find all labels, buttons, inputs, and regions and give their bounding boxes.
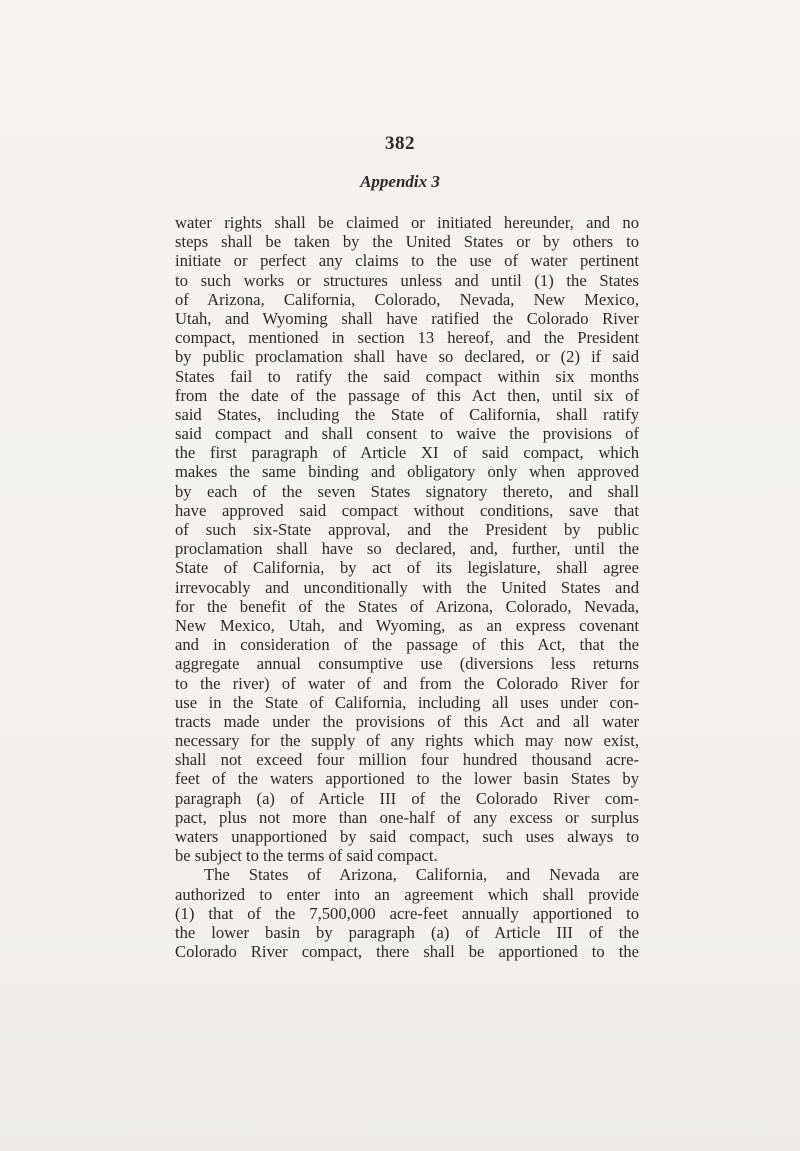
- text-line: for the benefit of the States of Arizona, Colorado, Nevada,: [175, 596, 639, 616]
- text-line: (1) that of the 7,500,000 acre-feet annually apportioned to: [175, 903, 639, 923]
- text-line: Colorado River compact, there shall be apportioned to the: [175, 942, 639, 962]
- text-line: New Mexico, Utah, and Wyoming, as an express covenant: [175, 615, 639, 635]
- text-line: pact, plus not more than one-half of any excess or surplus: [175, 807, 639, 827]
- text-line: States fail to ratify the said compact within six months: [175, 366, 639, 386]
- body-text: [175, 213, 639, 961]
- text-line: to such works or structures unless and until (1) the States: [175, 270, 639, 290]
- text-line: compact, mentioned in section 13 hereof, and the President: [175, 328, 639, 348]
- text-line: paragraph (a) of Article III of the Colorado River com-: [175, 788, 639, 808]
- text-line: Utah, and Wyoming shall have ratified the Colorado River: [175, 308, 639, 328]
- text-line: from the date of the passage of this Act then, until six of: [175, 385, 639, 405]
- text-line: be subject to the terms of said compact.: [175, 846, 438, 866]
- text-line: proclamation shall have so declared, and, further, until the: [175, 539, 639, 559]
- text-line: said compact and shall consent to waive the provisions of: [175, 424, 639, 444]
- text-line: to the river) of water of and from the Colorado River for: [175, 673, 639, 693]
- text-line: initiate or perfect any claims to the use of water pertinent: [175, 251, 639, 271]
- text-line: necessary for the supply of any rights which may now exist,: [175, 731, 639, 751]
- text-line: feet of the waters apportioned to the lower basin States by: [175, 769, 639, 789]
- text-line: have approved said compact without conditions, save that: [175, 500, 639, 520]
- text-line: and in consideration of the passage of this Act, that the: [175, 635, 639, 655]
- text-line: by public proclamation shall have so declared, or (2) if said: [175, 347, 639, 367]
- text-line: of Arizona, California, Colorado, Nevada, New Mexico,: [175, 289, 639, 309]
- text-line: said States, including the State of California, shall ratify: [175, 404, 639, 424]
- text-line: irrevocably and unconditionally with the United States and: [175, 577, 639, 597]
- text-line: by each of the seven States signatory thereto, and shall: [175, 481, 639, 501]
- running-head: Appendix 3: [360, 172, 440, 191]
- text-line: water rights shall be claimed or initiated hereunder, and no: [175, 213, 639, 232]
- text-line: the lower basin by paragraph (a) of Article III of the: [175, 922, 639, 942]
- text-line: State of California, by act of its legislature, shall agree: [175, 558, 639, 578]
- text-line: tracts made under the provisions of this Act and all water: [175, 711, 639, 731]
- text-line: of such six-State approval, and the President by public: [175, 520, 639, 539]
- text-line: use in the State of California, including all uses under con-: [175, 692, 639, 712]
- text-line: The States of Arizona, California, and Nevada are: [204, 865, 639, 885]
- text-line: aggregate annual consumptive use (diversions less returns: [175, 654, 639, 674]
- text-line: makes the same binding and obligatory only when approved: [175, 462, 639, 482]
- text-line: steps shall be taken by the United States or by others to: [175, 232, 639, 252]
- page-number: 382: [385, 133, 415, 154]
- text-line: authorized to enter into an agreement which shall provide: [175, 884, 639, 904]
- text-line: waters unapportioned by said compact, such uses always to: [175, 827, 639, 846]
- text-line: shall not exceed four million four hundred thousand acre-: [175, 750, 639, 770]
- text-line: the first paragraph of Article XI of said compact, which: [175, 443, 639, 463]
